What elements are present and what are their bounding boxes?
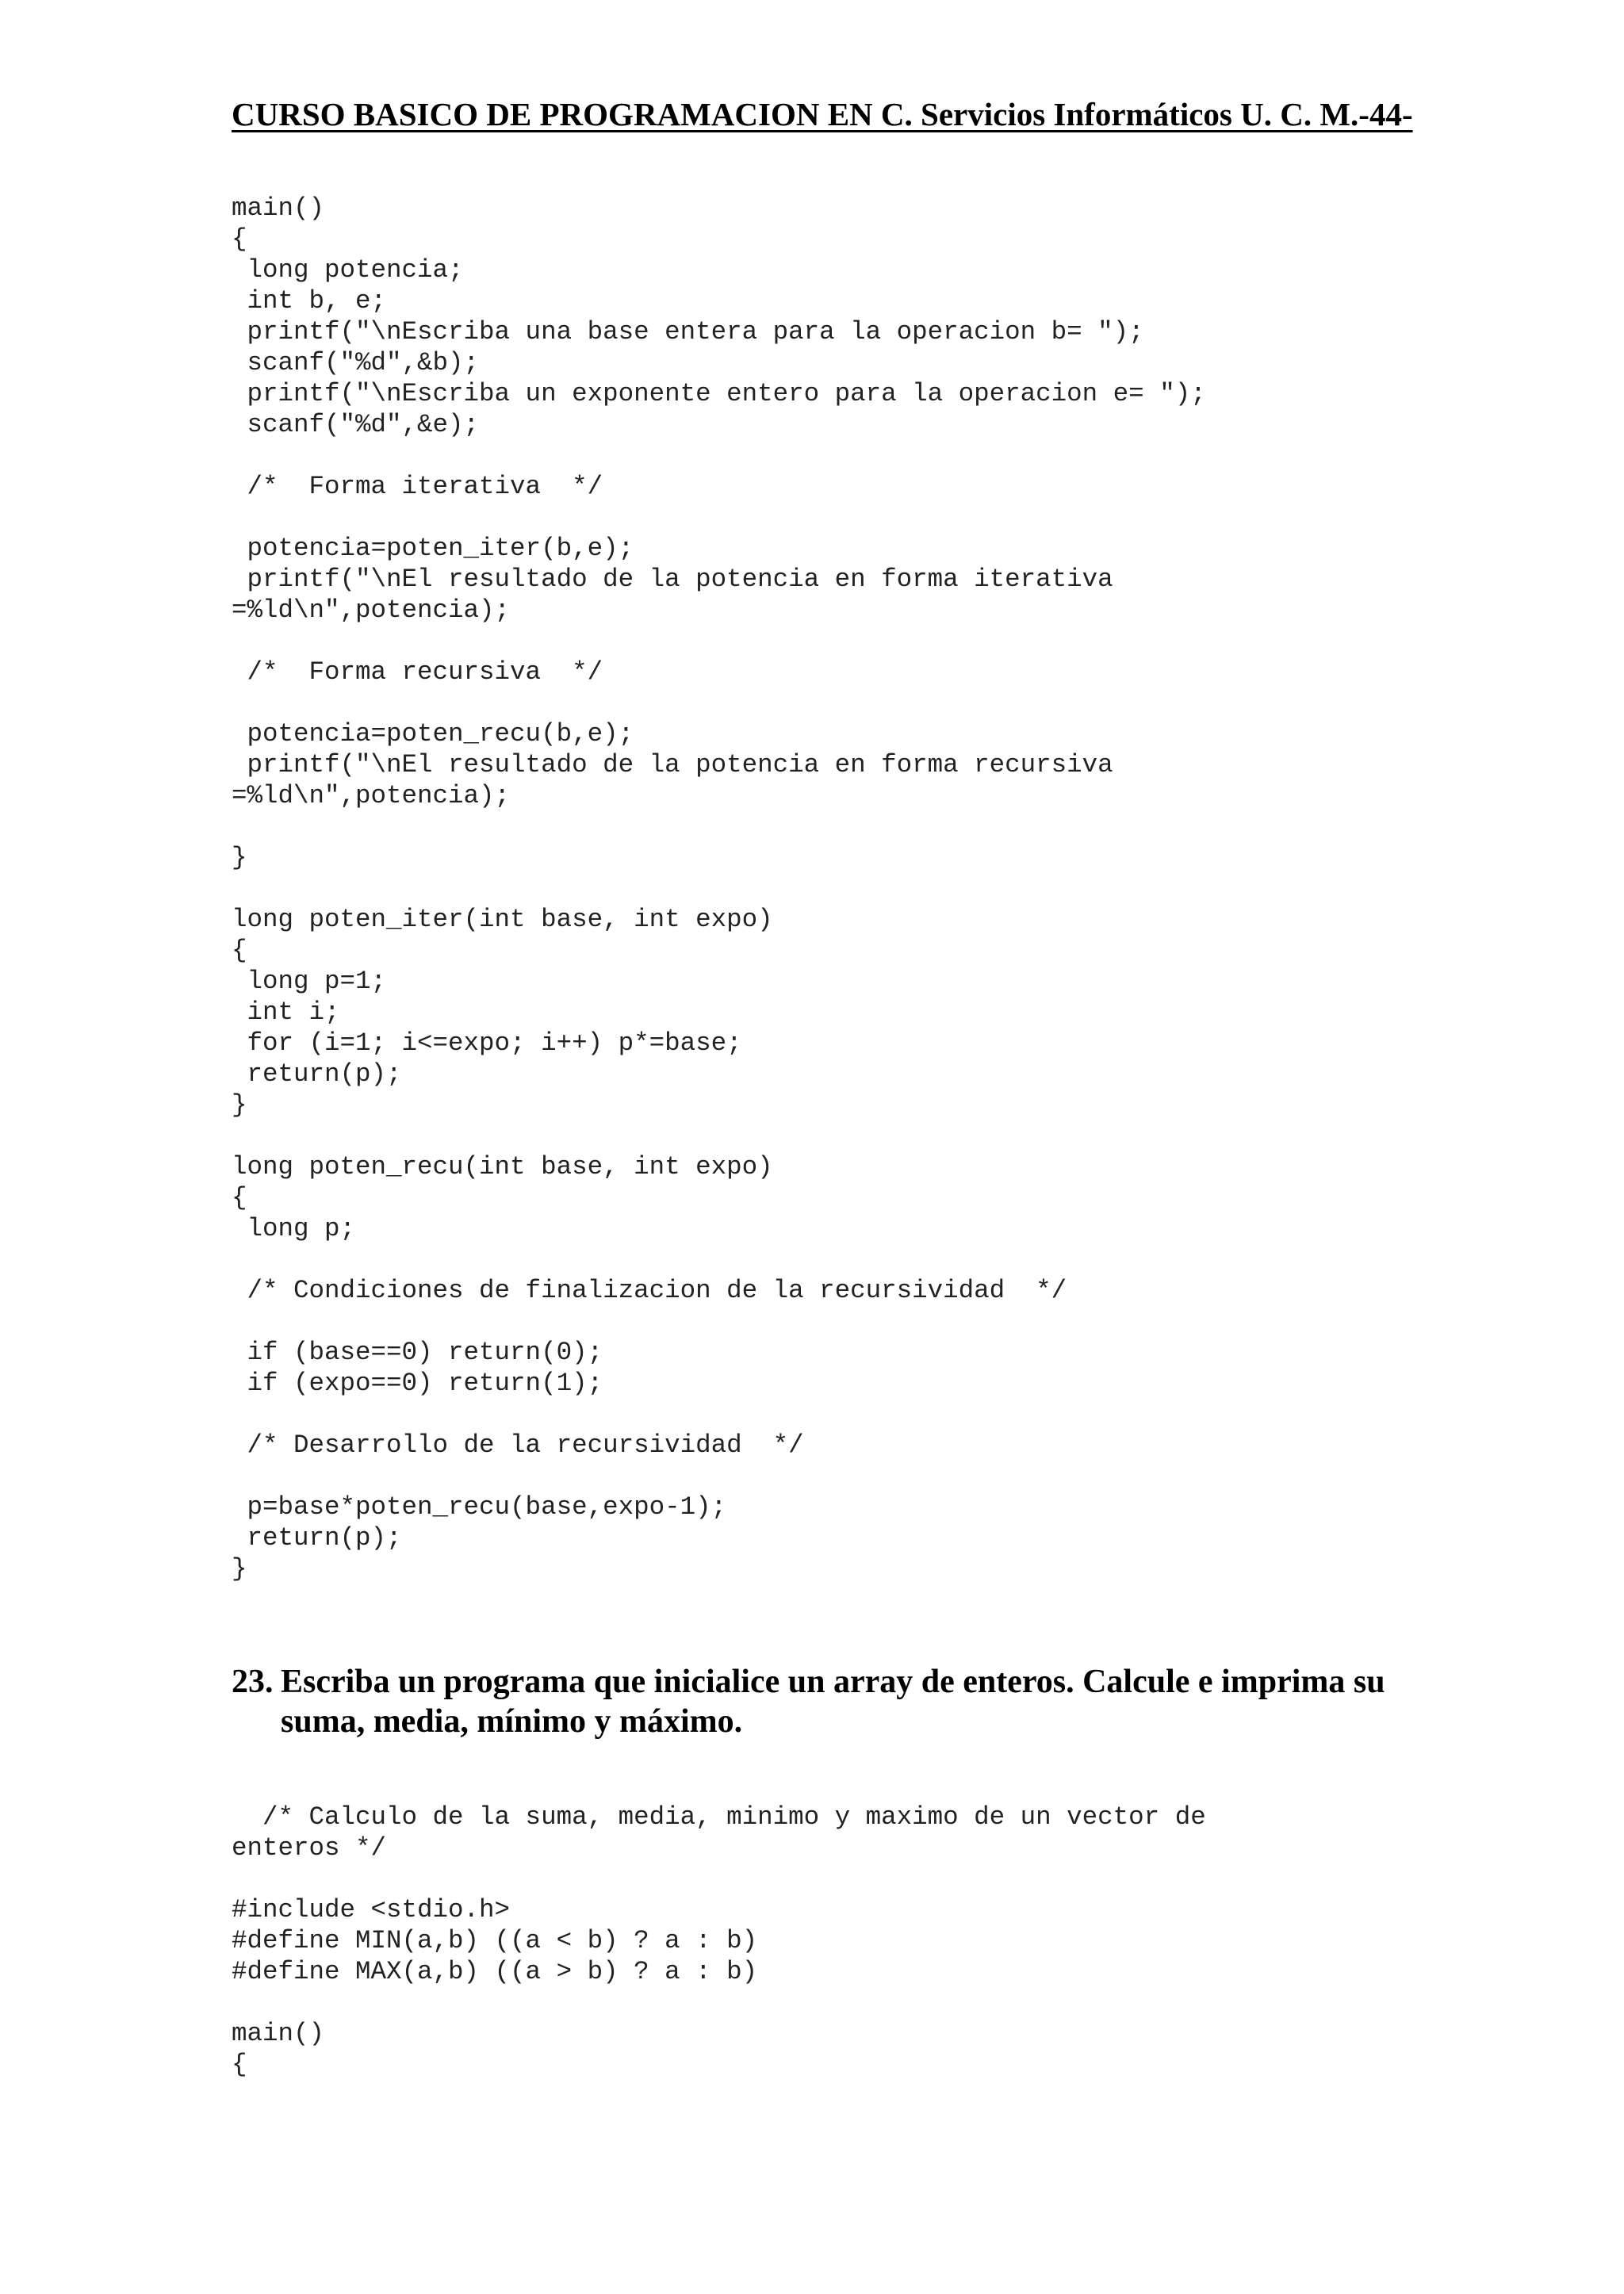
exercise-text-line2: suma, media, mínimo y máximo. (281, 1703, 743, 1740)
code-block-potencia (232, 193, 1206, 1584)
code-line (232, 873, 1206, 904)
code-line: printf("\nEl resultado de la potencia en forma recursiva (232, 750, 1113, 779)
code-line: { (232, 1183, 247, 1212)
code-line: long poten_recu(int base, int expo) (232, 1152, 773, 1181)
code-line: } (232, 1554, 247, 1584)
code-line (232, 687, 1206, 718)
code-line: /* Condiciones de finalizacion de la recursividad */ (232, 1276, 1067, 1305)
code-line (232, 1244, 1206, 1275)
code-line: /* Forma recursiva */ (232, 657, 603, 687)
code-line: long p; (232, 1214, 356, 1243)
code-line: main() (232, 193, 325, 223)
code-line (232, 1863, 1206, 1894)
exercise-heading (232, 1662, 1405, 1741)
code-line: scanf("%d",&b); (232, 348, 480, 377)
code-line: main() (232, 2019, 325, 2048)
code-line: long poten_iter(int base, int expo) (232, 905, 773, 934)
code-line: int i; (232, 998, 340, 1027)
code-line: printf("\nEl resultado de la potencia en forma iterativa (232, 565, 1113, 594)
code-line (232, 1987, 1206, 2018)
code-line (232, 626, 1206, 657)
code-line: printf("\nEscriba un exponente entero para la operacion e= "); (232, 379, 1206, 408)
code-line: { (232, 936, 247, 965)
code-line: /* Forma iterativa */ (232, 472, 603, 501)
code-line: for (i=1; i<=expo; i++) p*=base; (232, 1028, 742, 1058)
code-line (232, 440, 1206, 471)
code-line (232, 1120, 1206, 1151)
code-line: =%ld\n",potencia); (232, 781, 511, 810)
code-line: /* Calculo de la suma, media, minimo y maximo de un vector de (232, 1802, 1206, 1832)
exercise-text-line1: Escriba un programa que inicialice un array de enteros. Calcule e imprima su (281, 1664, 1385, 1700)
code-line: scanf("%d",&e); (232, 410, 480, 439)
code-line: if (base==0) return(0); (232, 1338, 603, 1367)
code-line: #define MIN(a,b) ((a < b) ? a : b) (232, 1926, 758, 1955)
code-line: { (232, 2050, 247, 2079)
code-line: } (232, 843, 247, 872)
code-line: p=base*poten_recu(base,expo-1); (232, 1492, 727, 1522)
code-line: #include <stdio.h> (232, 1895, 511, 1924)
code-line: potencia=poten_recu(b,e); (232, 719, 634, 749)
code-line: } (232, 1090, 247, 1120)
code-line: enteros */ (232, 1833, 387, 1863)
code-block-array (232, 1802, 1206, 2080)
code-line (232, 1461, 1206, 1492)
page-header: CURSO BASICO DE PROGRAMACION EN C. Servicios Informáticos U. C. M.-44- (232, 96, 1413, 132)
code-line (232, 1399, 1206, 1430)
code-line: { (232, 224, 247, 254)
code-line (232, 502, 1206, 533)
code-line (232, 1306, 1206, 1337)
code-line: return(p); (232, 1059, 402, 1089)
code-line: int b, e; (232, 286, 387, 316)
code-line (232, 811, 1206, 842)
code-line: /* Desarrollo de la recursividad */ (232, 1430, 804, 1460)
code-line: #define MAX(a,b) ((a > b) ? a : b) (232, 1957, 758, 1986)
code-line: long p=1; (232, 967, 387, 996)
code-line: printf("\nEscriba una base entera para la operacion b= "); (232, 317, 1144, 347)
code-line: long potencia; (232, 255, 464, 285)
code-line: potencia=poten_iter(b,e); (232, 534, 634, 563)
code-line: if (expo==0) return(1); (232, 1369, 603, 1398)
exercise-number: 23. (232, 1664, 274, 1700)
code-line: =%ld\n",potencia); (232, 596, 511, 625)
code-line: return(p); (232, 1523, 402, 1553)
